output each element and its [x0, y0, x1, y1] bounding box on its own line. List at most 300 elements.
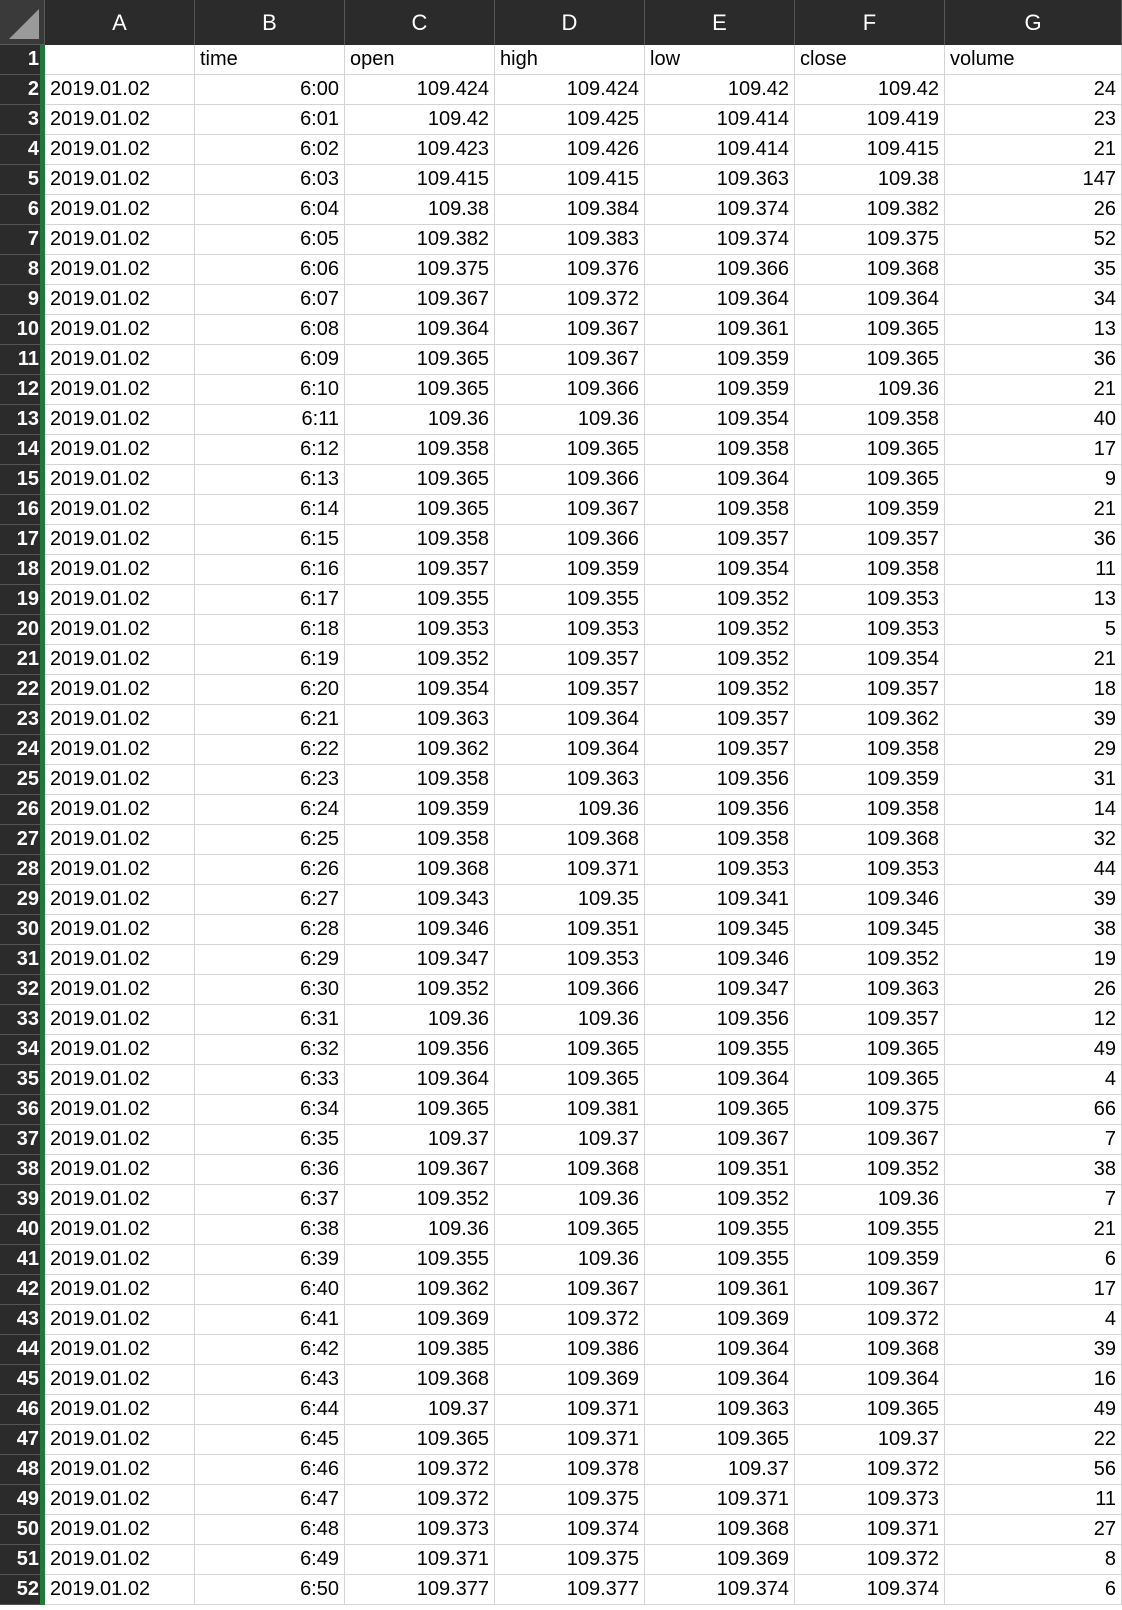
cell-d48[interactable]: 109.378: [495, 1455, 645, 1485]
cell-c1[interactable]: open: [345, 45, 495, 75]
cell-b26[interactable]: 6:24: [195, 795, 345, 825]
cell-a10[interactable]: 2019.01.02: [45, 315, 195, 345]
cell-g21[interactable]: 21: [945, 645, 1122, 675]
cell-e20[interactable]: 109.352: [645, 615, 795, 645]
cell-b7[interactable]: 6:05: [195, 225, 345, 255]
cell-e32[interactable]: 109.347: [645, 975, 795, 1005]
cell-f47[interactable]: 109.37: [795, 1425, 945, 1455]
cell-a24[interactable]: 2019.01.02: [45, 735, 195, 765]
cell-e15[interactable]: 109.364: [645, 465, 795, 495]
cell-c41[interactable]: 109.355: [345, 1245, 495, 1275]
cell-d33[interactable]: 109.36: [495, 1005, 645, 1035]
row-header-27[interactable]: 27: [0, 825, 45, 855]
row-header-5[interactable]: 5: [0, 165, 45, 195]
cell-c27[interactable]: 109.358: [345, 825, 495, 855]
cell-b12[interactable]: 6:10: [195, 375, 345, 405]
cell-b11[interactable]: 6:09: [195, 345, 345, 375]
cell-b20[interactable]: 6:18: [195, 615, 345, 645]
cell-c21[interactable]: 109.352: [345, 645, 495, 675]
cell-f38[interactable]: 109.352: [795, 1155, 945, 1185]
cell-g32[interactable]: 26: [945, 975, 1122, 1005]
cell-b3[interactable]: 6:01: [195, 105, 345, 135]
cell-a52[interactable]: 2019.01.02: [45, 1575, 195, 1605]
cell-f50[interactable]: 109.371: [795, 1515, 945, 1545]
cell-b36[interactable]: 6:34: [195, 1095, 345, 1125]
cell-c48[interactable]: 109.372: [345, 1455, 495, 1485]
cell-d15[interactable]: 109.366: [495, 465, 645, 495]
cell-e34[interactable]: 109.355: [645, 1035, 795, 1065]
cell-b17[interactable]: 6:15: [195, 525, 345, 555]
cell-c43[interactable]: 109.369: [345, 1305, 495, 1335]
row-header-46[interactable]: 46: [0, 1395, 45, 1425]
cell-g20[interactable]: 5: [945, 615, 1122, 645]
cell-g52[interactable]: 6: [945, 1575, 1122, 1605]
cell-g16[interactable]: 21: [945, 495, 1122, 525]
cell-b42[interactable]: 6:40: [195, 1275, 345, 1305]
cell-c29[interactable]: 109.343: [345, 885, 495, 915]
cell-d32[interactable]: 109.366: [495, 975, 645, 1005]
row-header-41[interactable]: 41: [0, 1245, 45, 1275]
cell-a43[interactable]: 2019.01.02: [45, 1305, 195, 1335]
cell-b9[interactable]: 6:07: [195, 285, 345, 315]
cell-e12[interactable]: 109.359: [645, 375, 795, 405]
row-header-36[interactable]: 36: [0, 1095, 45, 1125]
cell-b43[interactable]: 6:41: [195, 1305, 345, 1335]
row-header-16[interactable]: 16: [0, 495, 45, 525]
cell-g38[interactable]: 38: [945, 1155, 1122, 1185]
cell-g30[interactable]: 38: [945, 915, 1122, 945]
row-header-14[interactable]: 14: [0, 435, 45, 465]
cell-f21[interactable]: 109.354: [795, 645, 945, 675]
cell-e17[interactable]: 109.357: [645, 525, 795, 555]
cell-f23[interactable]: 109.362: [795, 705, 945, 735]
cell-f2[interactable]: 109.42: [795, 75, 945, 105]
cell-e23[interactable]: 109.357: [645, 705, 795, 735]
cell-g43[interactable]: 4: [945, 1305, 1122, 1335]
cell-d34[interactable]: 109.365: [495, 1035, 645, 1065]
cell-a1[interactable]: [45, 45, 195, 75]
cell-c5[interactable]: 109.415: [345, 165, 495, 195]
row-header-44[interactable]: 44: [0, 1335, 45, 1365]
cell-a31[interactable]: 2019.01.02: [45, 945, 195, 975]
cell-e48[interactable]: 109.37: [645, 1455, 795, 1485]
cell-c52[interactable]: 109.377: [345, 1575, 495, 1605]
cell-f26[interactable]: 109.358: [795, 795, 945, 825]
cell-d22[interactable]: 109.357: [495, 675, 645, 705]
cell-a13[interactable]: 2019.01.02: [45, 405, 195, 435]
cell-d51[interactable]: 109.375: [495, 1545, 645, 1575]
cell-b49[interactable]: 6:47: [195, 1485, 345, 1515]
column-header-d[interactable]: D: [495, 0, 645, 45]
row-header-9[interactable]: 9: [0, 285, 45, 315]
cell-b19[interactable]: 6:17: [195, 585, 345, 615]
cell-d26[interactable]: 109.36: [495, 795, 645, 825]
cell-a45[interactable]: 2019.01.02: [45, 1365, 195, 1395]
cell-d12[interactable]: 109.366: [495, 375, 645, 405]
cell-g47[interactable]: 22: [945, 1425, 1122, 1455]
cell-g17[interactable]: 36: [945, 525, 1122, 555]
row-header-49[interactable]: 49: [0, 1485, 45, 1515]
cell-g37[interactable]: 7: [945, 1125, 1122, 1155]
row-header-10[interactable]: 10: [0, 315, 45, 345]
cell-g51[interactable]: 8: [945, 1545, 1122, 1575]
cell-d44[interactable]: 109.386: [495, 1335, 645, 1365]
cell-d41[interactable]: 109.36: [495, 1245, 645, 1275]
cell-g49[interactable]: 11: [945, 1485, 1122, 1515]
cell-a32[interactable]: 2019.01.02: [45, 975, 195, 1005]
cell-c37[interactable]: 109.37: [345, 1125, 495, 1155]
cell-a35[interactable]: 2019.01.02: [45, 1065, 195, 1095]
cell-g50[interactable]: 27: [945, 1515, 1122, 1545]
cell-b52[interactable]: 6:50: [195, 1575, 345, 1605]
cell-g44[interactable]: 39: [945, 1335, 1122, 1365]
cell-c40[interactable]: 109.36: [345, 1215, 495, 1245]
cell-g2[interactable]: 24: [945, 75, 1122, 105]
cell-c36[interactable]: 109.365: [345, 1095, 495, 1125]
cell-c19[interactable]: 109.355: [345, 585, 495, 615]
cell-g40[interactable]: 21: [945, 1215, 1122, 1245]
cell-e36[interactable]: 109.365: [645, 1095, 795, 1125]
cell-a19[interactable]: 2019.01.02: [45, 585, 195, 615]
cell-g25[interactable]: 31: [945, 765, 1122, 795]
cell-e4[interactable]: 109.414: [645, 135, 795, 165]
cell-d4[interactable]: 109.426: [495, 135, 645, 165]
cell-e38[interactable]: 109.351: [645, 1155, 795, 1185]
cell-f30[interactable]: 109.345: [795, 915, 945, 945]
cell-c35[interactable]: 109.364: [345, 1065, 495, 1095]
cell-e27[interactable]: 109.358: [645, 825, 795, 855]
cell-d7[interactable]: 109.383: [495, 225, 645, 255]
cell-b32[interactable]: 6:30: [195, 975, 345, 1005]
cell-b45[interactable]: 6:43: [195, 1365, 345, 1395]
row-header-8[interactable]: 8: [0, 255, 45, 285]
cell-a20[interactable]: 2019.01.02: [45, 615, 195, 645]
cell-f15[interactable]: 109.365: [795, 465, 945, 495]
cell-d19[interactable]: 109.355: [495, 585, 645, 615]
cell-b10[interactable]: 6:08: [195, 315, 345, 345]
row-header-48[interactable]: 48: [0, 1455, 45, 1485]
row-header-43[interactable]: 43: [0, 1305, 45, 1335]
cell-d25[interactable]: 109.363: [495, 765, 645, 795]
cell-d37[interactable]: 109.37: [495, 1125, 645, 1155]
cell-b47[interactable]: 6:45: [195, 1425, 345, 1455]
cell-c39[interactable]: 109.352: [345, 1185, 495, 1215]
row-header-21[interactable]: 21: [0, 645, 45, 675]
cell-d1[interactable]: high: [495, 45, 645, 75]
cell-f1[interactable]: close: [795, 45, 945, 75]
cell-b14[interactable]: 6:12: [195, 435, 345, 465]
cell-a25[interactable]: 2019.01.02: [45, 765, 195, 795]
cell-d50[interactable]: 109.374: [495, 1515, 645, 1545]
row-header-37[interactable]: 37: [0, 1125, 45, 1155]
cell-f39[interactable]: 109.36: [795, 1185, 945, 1215]
cell-b51[interactable]: 6:49: [195, 1545, 345, 1575]
cell-b15[interactable]: 6:13: [195, 465, 345, 495]
cell-a50[interactable]: 2019.01.02: [45, 1515, 195, 1545]
cell-g10[interactable]: 13: [945, 315, 1122, 345]
cell-e9[interactable]: 109.364: [645, 285, 795, 315]
cell-d47[interactable]: 109.371: [495, 1425, 645, 1455]
cell-c23[interactable]: 109.363: [345, 705, 495, 735]
cell-f24[interactable]: 109.358: [795, 735, 945, 765]
cell-f27[interactable]: 109.368: [795, 825, 945, 855]
cell-g5[interactable]: 147: [945, 165, 1122, 195]
cell-d8[interactable]: 109.376: [495, 255, 645, 285]
cell-g45[interactable]: 16: [945, 1365, 1122, 1395]
cell-f29[interactable]: 109.346: [795, 885, 945, 915]
row-header-30[interactable]: 30: [0, 915, 45, 945]
cell-f11[interactable]: 109.365: [795, 345, 945, 375]
cell-e13[interactable]: 109.354: [645, 405, 795, 435]
cell-c46[interactable]: 109.37: [345, 1395, 495, 1425]
cell-g28[interactable]: 44: [945, 855, 1122, 885]
cell-c38[interactable]: 109.367: [345, 1155, 495, 1185]
row-header-28[interactable]: 28: [0, 855, 45, 885]
cell-e6[interactable]: 109.374: [645, 195, 795, 225]
cell-d40[interactable]: 109.365: [495, 1215, 645, 1245]
cell-e42[interactable]: 109.361: [645, 1275, 795, 1305]
cell-d17[interactable]: 109.366: [495, 525, 645, 555]
cell-g29[interactable]: 39: [945, 885, 1122, 915]
cell-b31[interactable]: 6:29: [195, 945, 345, 975]
cell-d23[interactable]: 109.364: [495, 705, 645, 735]
row-header-1[interactable]: 1: [0, 45, 45, 75]
cell-e5[interactable]: 109.363: [645, 165, 795, 195]
cell-g11[interactable]: 36: [945, 345, 1122, 375]
cell-c9[interactable]: 109.367: [345, 285, 495, 315]
row-header-11[interactable]: 11: [0, 345, 45, 375]
cell-d5[interactable]: 109.415: [495, 165, 645, 195]
row-header-32[interactable]: 32: [0, 975, 45, 1005]
cell-b21[interactable]: 6:19: [195, 645, 345, 675]
cell-e11[interactable]: 109.359: [645, 345, 795, 375]
cell-c4[interactable]: 109.423: [345, 135, 495, 165]
row-header-6[interactable]: 6: [0, 195, 45, 225]
cell-e52[interactable]: 109.374: [645, 1575, 795, 1605]
cell-c24[interactable]: 109.362: [345, 735, 495, 765]
cell-d10[interactable]: 109.367: [495, 315, 645, 345]
cell-d20[interactable]: 109.353: [495, 615, 645, 645]
cell-e3[interactable]: 109.414: [645, 105, 795, 135]
cell-g3[interactable]: 23: [945, 105, 1122, 135]
cell-b29[interactable]: 6:27: [195, 885, 345, 915]
cell-d13[interactable]: 109.36: [495, 405, 645, 435]
cell-a7[interactable]: 2019.01.02: [45, 225, 195, 255]
cell-g13[interactable]: 40: [945, 405, 1122, 435]
cell-c11[interactable]: 109.365: [345, 345, 495, 375]
cell-e31[interactable]: 109.346: [645, 945, 795, 975]
cell-e16[interactable]: 109.358: [645, 495, 795, 525]
cell-e47[interactable]: 109.365: [645, 1425, 795, 1455]
cell-e40[interactable]: 109.355: [645, 1215, 795, 1245]
cell-a30[interactable]: 2019.01.02: [45, 915, 195, 945]
cell-e35[interactable]: 109.364: [645, 1065, 795, 1095]
cell-c45[interactable]: 109.368: [345, 1365, 495, 1395]
cell-f3[interactable]: 109.419: [795, 105, 945, 135]
cell-d24[interactable]: 109.364: [495, 735, 645, 765]
row-header-47[interactable]: 47: [0, 1425, 45, 1455]
cell-f19[interactable]: 109.353: [795, 585, 945, 615]
cell-f28[interactable]: 109.353: [795, 855, 945, 885]
cell-a5[interactable]: 2019.01.02: [45, 165, 195, 195]
cell-a33[interactable]: 2019.01.02: [45, 1005, 195, 1035]
cell-g31[interactable]: 19: [945, 945, 1122, 975]
cell-a29[interactable]: 2019.01.02: [45, 885, 195, 915]
cell-e45[interactable]: 109.364: [645, 1365, 795, 1395]
cell-a9[interactable]: 2019.01.02: [45, 285, 195, 315]
cell-f36[interactable]: 109.375: [795, 1095, 945, 1125]
cell-c31[interactable]: 109.347: [345, 945, 495, 975]
cell-c17[interactable]: 109.358: [345, 525, 495, 555]
column-header-f[interactable]: F: [795, 0, 945, 45]
cell-e41[interactable]: 109.355: [645, 1245, 795, 1275]
row-header-12[interactable]: 12: [0, 375, 45, 405]
row-header-26[interactable]: 26: [0, 795, 45, 825]
cell-g39[interactable]: 7: [945, 1185, 1122, 1215]
row-header-20[interactable]: 20: [0, 615, 45, 645]
row-header-38[interactable]: 38: [0, 1155, 45, 1185]
cell-d42[interactable]: 109.367: [495, 1275, 645, 1305]
cell-b6[interactable]: 6:04: [195, 195, 345, 225]
cell-c42[interactable]: 109.362: [345, 1275, 495, 1305]
cell-a48[interactable]: 2019.01.02: [45, 1455, 195, 1485]
cell-b16[interactable]: 6:14: [195, 495, 345, 525]
cell-d36[interactable]: 109.381: [495, 1095, 645, 1125]
row-header-31[interactable]: 31: [0, 945, 45, 975]
cell-g26[interactable]: 14: [945, 795, 1122, 825]
cell-a8[interactable]: 2019.01.02: [45, 255, 195, 285]
cell-e37[interactable]: 109.367: [645, 1125, 795, 1155]
row-header-51[interactable]: 51: [0, 1545, 45, 1575]
cell-e8[interactable]: 109.366: [645, 255, 795, 285]
cell-f48[interactable]: 109.372: [795, 1455, 945, 1485]
row-header-23[interactable]: 23: [0, 705, 45, 735]
cell-e51[interactable]: 109.369: [645, 1545, 795, 1575]
cell-f44[interactable]: 109.368: [795, 1335, 945, 1365]
cell-f35[interactable]: 109.365: [795, 1065, 945, 1095]
cell-e18[interactable]: 109.354: [645, 555, 795, 585]
cell-g1[interactable]: volume: [945, 45, 1122, 75]
cell-g48[interactable]: 56: [945, 1455, 1122, 1485]
cell-g7[interactable]: 52: [945, 225, 1122, 255]
cell-b22[interactable]: 6:20: [195, 675, 345, 705]
cell-c3[interactable]: 109.42: [345, 105, 495, 135]
cell-a38[interactable]: 2019.01.02: [45, 1155, 195, 1185]
cell-b48[interactable]: 6:46: [195, 1455, 345, 1485]
cell-a12[interactable]: 2019.01.02: [45, 375, 195, 405]
cell-b39[interactable]: 6:37: [195, 1185, 345, 1215]
cell-c22[interactable]: 109.354: [345, 675, 495, 705]
cell-d39[interactable]: 109.36: [495, 1185, 645, 1215]
cell-e49[interactable]: 109.371: [645, 1485, 795, 1515]
row-header-24[interactable]: 24: [0, 735, 45, 765]
cell-d18[interactable]: 109.359: [495, 555, 645, 585]
cell-e14[interactable]: 109.358: [645, 435, 795, 465]
cell-b8[interactable]: 6:06: [195, 255, 345, 285]
cell-f34[interactable]: 109.365: [795, 1035, 945, 1065]
cell-d38[interactable]: 109.368: [495, 1155, 645, 1185]
cell-d3[interactable]: 109.425: [495, 105, 645, 135]
cell-d35[interactable]: 109.365: [495, 1065, 645, 1095]
cell-g4[interactable]: 21: [945, 135, 1122, 165]
cell-g6[interactable]: 26: [945, 195, 1122, 225]
cell-d28[interactable]: 109.371: [495, 855, 645, 885]
cell-f33[interactable]: 109.357: [795, 1005, 945, 1035]
cell-c25[interactable]: 109.358: [345, 765, 495, 795]
cell-f13[interactable]: 109.358: [795, 405, 945, 435]
cell-c47[interactable]: 109.365: [345, 1425, 495, 1455]
row-header-39[interactable]: 39: [0, 1185, 45, 1215]
cell-b23[interactable]: 6:21: [195, 705, 345, 735]
cell-g19[interactable]: 13: [945, 585, 1122, 615]
cell-c14[interactable]: 109.358: [345, 435, 495, 465]
cell-b27[interactable]: 6:25: [195, 825, 345, 855]
cell-g46[interactable]: 49: [945, 1395, 1122, 1425]
cell-c44[interactable]: 109.385: [345, 1335, 495, 1365]
cell-c13[interactable]: 109.36: [345, 405, 495, 435]
row-header-50[interactable]: 50: [0, 1515, 45, 1545]
cell-f40[interactable]: 109.355: [795, 1215, 945, 1245]
cell-c7[interactable]: 109.382: [345, 225, 495, 255]
cell-a37[interactable]: 2019.01.02: [45, 1125, 195, 1155]
column-header-g[interactable]: G: [945, 0, 1122, 45]
cell-a22[interactable]: 2019.01.02: [45, 675, 195, 705]
row-header-4[interactable]: 4: [0, 135, 45, 165]
cell-g22[interactable]: 18: [945, 675, 1122, 705]
cell-b5[interactable]: 6:03: [195, 165, 345, 195]
cell-b37[interactable]: 6:35: [195, 1125, 345, 1155]
cell-e19[interactable]: 109.352: [645, 585, 795, 615]
cell-c6[interactable]: 109.38: [345, 195, 495, 225]
cell-a3[interactable]: 2019.01.02: [45, 105, 195, 135]
cell-b28[interactable]: 6:26: [195, 855, 345, 885]
cell-e44[interactable]: 109.364: [645, 1335, 795, 1365]
cell-c51[interactable]: 109.371: [345, 1545, 495, 1575]
cell-c2[interactable]: 109.424: [345, 75, 495, 105]
cell-e30[interactable]: 109.345: [645, 915, 795, 945]
cell-a11[interactable]: 2019.01.02: [45, 345, 195, 375]
cell-d16[interactable]: 109.367: [495, 495, 645, 525]
row-header-29[interactable]: 29: [0, 885, 45, 915]
cell-g34[interactable]: 49: [945, 1035, 1122, 1065]
row-header-2[interactable]: 2: [0, 75, 45, 105]
cell-g36[interactable]: 66: [945, 1095, 1122, 1125]
cell-f20[interactable]: 109.353: [795, 615, 945, 645]
cell-g9[interactable]: 34: [945, 285, 1122, 315]
cell-f16[interactable]: 109.359: [795, 495, 945, 525]
cell-f51[interactable]: 109.372: [795, 1545, 945, 1575]
cell-d46[interactable]: 109.371: [495, 1395, 645, 1425]
cell-a15[interactable]: 2019.01.02: [45, 465, 195, 495]
cell-g12[interactable]: 21: [945, 375, 1122, 405]
cell-d14[interactable]: 109.365: [495, 435, 645, 465]
cell-e29[interactable]: 109.341: [645, 885, 795, 915]
cell-e39[interactable]: 109.352: [645, 1185, 795, 1215]
cell-a26[interactable]: 2019.01.02: [45, 795, 195, 825]
cell-d49[interactable]: 109.375: [495, 1485, 645, 1515]
column-header-c[interactable]: C: [345, 0, 495, 45]
cell-a17[interactable]: 2019.01.02: [45, 525, 195, 555]
row-header-13[interactable]: 13: [0, 405, 45, 435]
cell-e7[interactable]: 109.374: [645, 225, 795, 255]
cell-c49[interactable]: 109.372: [345, 1485, 495, 1515]
row-header-18[interactable]: 18: [0, 555, 45, 585]
row-header-40[interactable]: 40: [0, 1215, 45, 1245]
cell-f46[interactable]: 109.365: [795, 1395, 945, 1425]
cell-g18[interactable]: 11: [945, 555, 1122, 585]
cell-e24[interactable]: 109.357: [645, 735, 795, 765]
cell-b35[interactable]: 6:33: [195, 1065, 345, 1095]
